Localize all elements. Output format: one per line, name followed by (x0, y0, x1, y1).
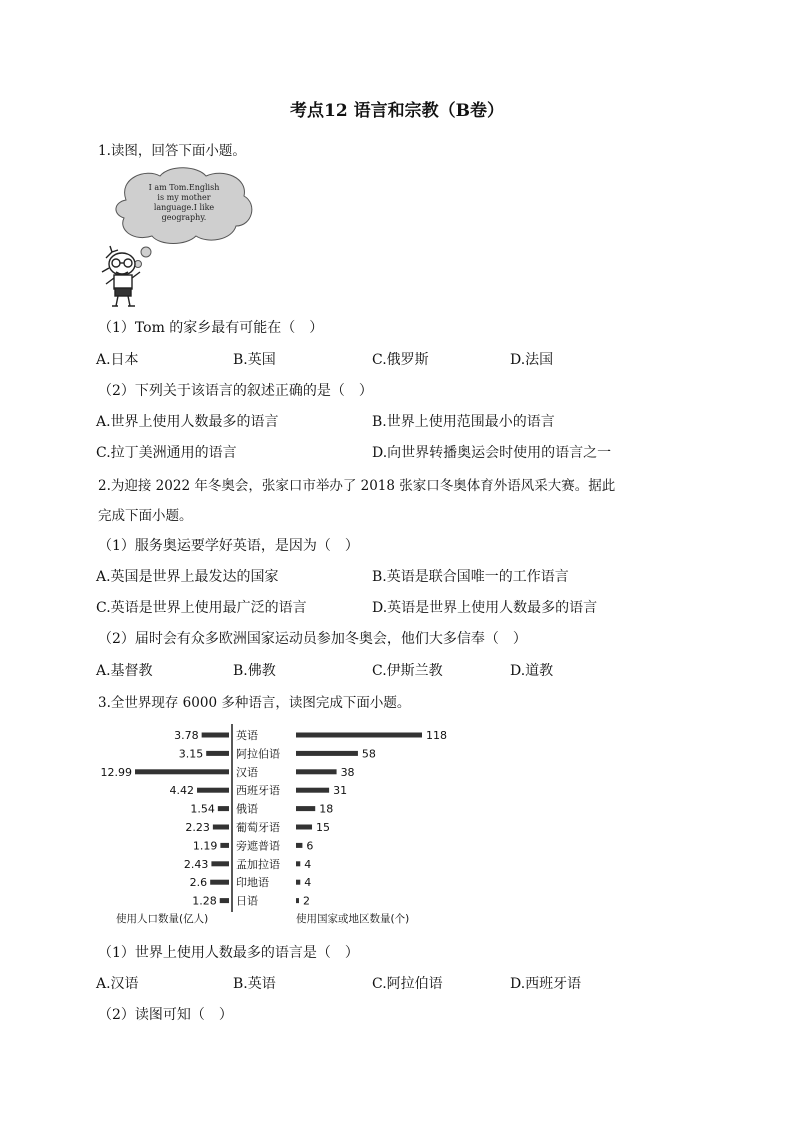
right-bar-countries (296, 843, 302, 848)
left-bar-population (220, 843, 229, 848)
option-a[interactable]: A.汉语 (96, 976, 139, 992)
left-axis-title: 使用人口数量(亿人) (116, 913, 209, 925)
option-a[interactable]: A.基督教 (96, 663, 153, 679)
category-label: 英语 (236, 729, 258, 742)
category-label: 孟加拉语 (236, 857, 280, 871)
right-bar-value-label: 18 (319, 802, 334, 816)
category-label: 阿拉伯语 (236, 747, 280, 761)
right-bar-countries (296, 861, 300, 866)
bubble-text-line: language.I like (153, 203, 215, 212)
right-axis-title: 使用国家或地区数量(个) (296, 913, 410, 925)
right-bar-countries (296, 806, 315, 811)
option-d[interactable]: D.向世界转播奥运会时使用的语言之一 (372, 445, 612, 461)
right-bar-countries (296, 769, 337, 774)
option-a[interactable]: A.日本 (96, 352, 139, 368)
right-bar-countries (296, 898, 299, 903)
question-2-1-stem: （1）服务奥运要学好英语，是因为（ ） (98, 538, 359, 554)
bubble-text-line: geography. (161, 213, 207, 222)
option-a[interactable]: A.世界上使用人数最多的语言 (96, 414, 279, 430)
bubble-text-line: is my mother (157, 193, 211, 202)
option-c[interactable]: C.俄罗斯 (372, 352, 429, 368)
bubble-text-line: I am Tom.English (148, 183, 220, 192)
option-c[interactable]: C.英语是世界上使用最广泛的语言 (96, 600, 307, 616)
category-label: 旁遮普语 (236, 839, 280, 853)
left-bar-value-label: 3.78 (174, 729, 199, 742)
speech-bubble (116, 168, 252, 268)
option-d[interactable]: D.英语是世界上使用人数最多的语言 (372, 600, 598, 616)
question-2-stem-continued: 完成下面小题。 (98, 508, 193, 524)
right-bar-value-label: 15 (316, 821, 331, 834)
right-bar-value-label: 58 (361, 747, 376, 761)
language-bar-chart (100, 722, 460, 934)
left-bar-value-label: 1.54 (190, 802, 215, 816)
right-bar-value-label: 6 (306, 839, 314, 853)
question-1-2-stem: （2）下列关于该语言的叙述正确的是（ ） (98, 383, 373, 399)
question-3-2-stem: （2）读图可知（ ） (98, 1007, 233, 1023)
right-bar-value-label: 4 (304, 857, 312, 871)
option-d[interactable]: D.道教 (510, 663, 554, 679)
option-c[interactable]: C.阿拉伯语 (372, 976, 443, 992)
question-1-stem: 1.读图，回答下面小题。 (98, 143, 246, 159)
option-b[interactable]: B.世界上使用范围最小的语言 (372, 414, 555, 430)
left-bar-value-label: 1.28 (192, 894, 217, 908)
left-bar-population (197, 788, 229, 793)
left-bar-value-label: 2.43 (183, 857, 209, 871)
left-bar-population (213, 825, 229, 830)
right-bar-value-label: 31 (333, 784, 348, 798)
left-bar-value-label: 1.19 (192, 839, 218, 853)
left-bar-population (220, 898, 229, 903)
category-label: 印地语 (236, 876, 269, 890)
option-b[interactable]: B.英语 (233, 976, 276, 992)
option-c[interactable]: C.拉丁美洲通用的语言 (96, 445, 237, 461)
left-bar-population (218, 806, 229, 811)
right-bar-countries (296, 788, 329, 793)
left-bar-population (210, 880, 229, 885)
question-2-2-stem: （2）届时会有众多欧洲国家运动员参加冬奥会，他们大多信奉（ ） (98, 631, 527, 647)
cartoon-illustration (98, 160, 268, 310)
category-label: 汉语 (236, 765, 258, 779)
category-label: 葡萄牙语 (236, 821, 280, 834)
question-3-stem: 3.全世界现存 6000 多种语言，读图完成下面小题。 (98, 695, 411, 711)
option-a[interactable]: A.英国是世界上最发达的国家 (96, 569, 279, 585)
right-bar-value-label: 4 (304, 876, 312, 890)
category-label: 西班牙语 (236, 784, 280, 798)
question-1-1-stem: （1）Tom 的家乡最有可能在（ ） (98, 320, 324, 336)
option-d[interactable]: D.西班牙语 (510, 976, 582, 992)
right-bar-value-label: 2 (303, 894, 310, 908)
left-bar-population (135, 769, 229, 774)
left-bar-population (211, 861, 229, 866)
question-3-1-stem: （1）世界上使用人数最多的语言是（ ） (98, 945, 359, 961)
right-bar-countries (296, 733, 422, 738)
page-title: 考点12 语言和宗教（B卷） (290, 101, 504, 121)
left-bar-population (202, 733, 229, 738)
left-bar-value-label: 4.42 (169, 784, 195, 798)
option-b[interactable]: B.英国 (233, 352, 276, 368)
category-label: 日语 (236, 894, 258, 908)
right-bar-countries (296, 751, 358, 756)
option-d[interactable]: D.法国 (510, 352, 554, 368)
left-bar-population (206, 751, 229, 756)
left-bar-value-label: 12.99 (100, 765, 132, 779)
category-label: 俄语 (236, 802, 258, 816)
option-b[interactable]: B.英语是联合国唯一的工作语言 (372, 569, 569, 585)
right-bar-value-label: 38 (340, 765, 355, 779)
right-bar-countries (296, 880, 300, 885)
right-bar-value-label: 118 (426, 729, 447, 742)
left-bar-value-label: 3.15 (178, 747, 204, 761)
left-bar-value-label: 2.6 (189, 876, 208, 890)
boy-figure-icon (102, 246, 140, 306)
option-b[interactable]: B.佛教 (233, 663, 276, 679)
option-c[interactable]: C.伊斯兰教 (372, 663, 443, 679)
left-bar-value-label: 2.23 (185, 821, 210, 834)
question-2-stem: 2.为迎接 2022 年冬奥会，张家口市举办了 2018 张家口冬奥体育外语风采大赛。据此 (98, 478, 616, 494)
right-bar-countries (296, 825, 312, 830)
